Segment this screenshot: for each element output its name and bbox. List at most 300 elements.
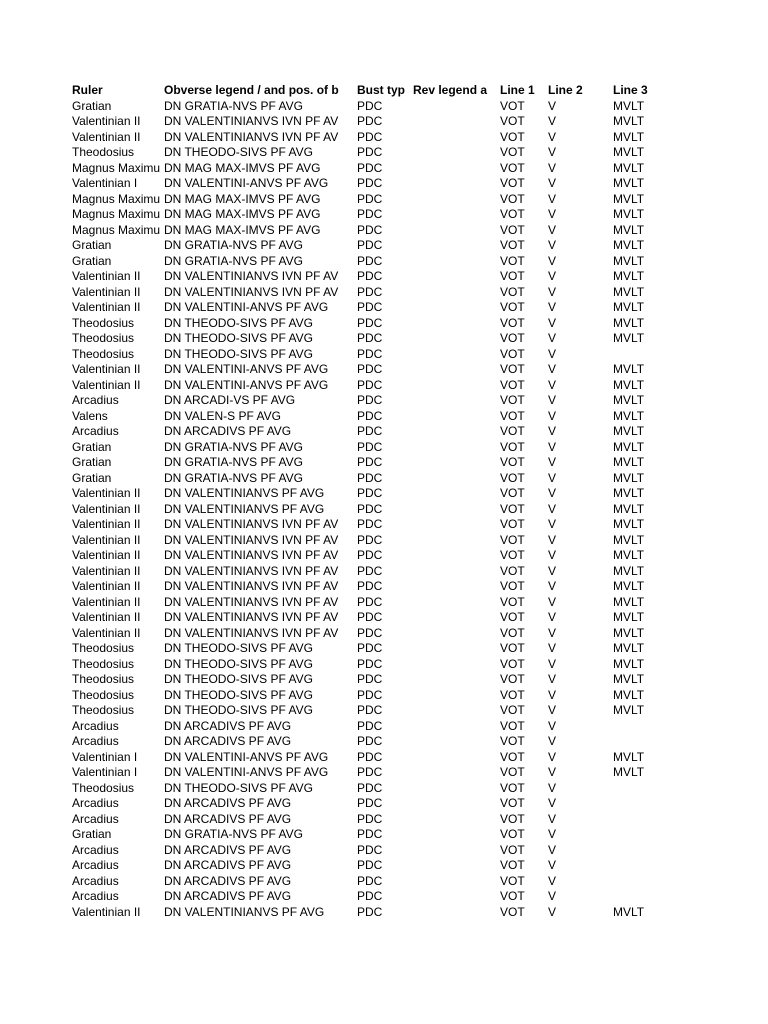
cell-line-1: VOT (500, 904, 525, 919)
cell-obverse-legend: DN THEODO-SIVS PF AVG (164, 346, 313, 361)
cell-line-2: V (548, 563, 557, 578)
cell-line-2: V (548, 408, 557, 423)
table-row (0, 207, 768, 223)
cell-obverse-legend: DN THEODO-SIVS PF AVG (164, 687, 313, 702)
table-row (0, 269, 768, 285)
table-row (0, 533, 768, 549)
cell-rev-legend (413, 796, 498, 812)
cell-rev-legend (413, 378, 498, 394)
cell-line-1: VOT (500, 331, 525, 345)
cell-line-3: MVLT (613, 145, 645, 159)
cell-bust-type: PDC (357, 207, 383, 221)
cell-line-3: MVLT (613, 362, 645, 376)
cell-ruler: Valentinian II (72, 486, 141, 500)
table-row (0, 238, 768, 254)
cell-line-1: VOT (500, 129, 525, 144)
cell-rev-legend (413, 657, 498, 673)
cell-line-1: VOT (500, 408, 525, 423)
cell-line-2: V (548, 470, 557, 485)
cell-rev-legend (413, 455, 498, 471)
cell-rev-legend (413, 781, 498, 797)
cell-obverse-legend: DN MAG MAX-IMVS PF AVG (164, 191, 321, 206)
cell-ruler: Theodosius (72, 780, 135, 795)
cell-obverse-legend: DN VALENTINI-ANVS PF AVG (164, 377, 329, 392)
cell-ruler: Valentinian II (72, 129, 141, 144)
cell-obverse-legend: DN VALENTINIANVS IVN PF AV (164, 269, 339, 283)
cell-line-2: V (548, 718, 557, 733)
cell-ruler: Valentinian II (72, 501, 141, 516)
cell-line-2: V (548, 765, 557, 779)
cell-line-3: MVLT (613, 408, 645, 423)
cell-bust-type: PDC (357, 129, 383, 144)
cell-line-2: V (548, 517, 557, 531)
cell-line-3 (613, 781, 693, 797)
cell-ruler: Valentinian I (72, 765, 138, 779)
cell-line-2: V (548, 98, 557, 113)
cell-rev-legend (413, 269, 498, 285)
cell-ruler: Valentinian II (72, 517, 141, 531)
cell-line-3: MVLT (613, 579, 645, 593)
cell-line-1: VOT (500, 718, 525, 733)
cell-ruler: Valentinian II (72, 300, 141, 314)
cell-line-2: V (548, 842, 557, 857)
cell-bust-type: PDC (357, 718, 383, 733)
cell-ruler: Arcadius (72, 811, 119, 826)
cell-line-2: V (548, 672, 557, 686)
cell-obverse-legend: DN MAG MAX-IMVS PF AVG (164, 160, 321, 175)
cell-line-1: VOT (500, 470, 525, 485)
cell-rev-legend (413, 765, 498, 781)
cell-obverse-legend: DN GRATIA-NVS PF AVG (164, 455, 303, 469)
table-row (0, 843, 768, 859)
cell-line-2: V (548, 486, 557, 500)
cell-line-3: MVLT (613, 687, 645, 702)
cell-line-3 (613, 347, 693, 363)
cell-rev-legend (413, 517, 498, 533)
cell-bust-type: PDC (357, 176, 383, 190)
cell-ruler: Valentinian II (72, 904, 141, 919)
cell-ruler: Theodosius (72, 687, 135, 702)
cell-line-2: V (548, 749, 557, 764)
cell-bust-type: PDC (357, 594, 383, 609)
cell-bust-type: PDC (357, 703, 383, 717)
table-row (0, 781, 768, 797)
table-row (0, 827, 768, 843)
cell-rev-legend (413, 750, 498, 766)
cell-rev-legend (413, 114, 498, 130)
table-row (0, 347, 768, 363)
header-line-1: Line 1 (500, 83, 535, 97)
cell-obverse-legend: DN THEODO-SIVS PF AVG (164, 780, 313, 795)
cell-line-3: MVLT (613, 222, 645, 237)
cell-bust-type: PDC (357, 672, 383, 686)
cell-line-1: VOT (500, 439, 525, 454)
cell-line-2: V (548, 687, 557, 702)
cell-rev-legend (413, 502, 498, 518)
cell-line-3 (613, 796, 693, 812)
cell-obverse-legend: DN VALENTINIANVS IVN PF AV (164, 579, 339, 593)
cell-rev-legend (413, 548, 498, 564)
cell-ruler: Theodosius (72, 656, 135, 671)
cell-line-3: MVLT (613, 300, 645, 314)
cell-line-3: MVLT (613, 207, 645, 221)
cell-bust-type: PDC (357, 284, 383, 299)
cell-line-2: V (548, 889, 557, 903)
cell-ruler: Theodosius (72, 672, 135, 686)
cell-line-2: V (548, 796, 557, 810)
cell-obverse-legend: DN THEODO-SIVS PF AVG (164, 331, 313, 345)
cell-bust-type: PDC (357, 796, 383, 810)
cell-ruler: Theodosius (72, 315, 135, 330)
table-row (0, 362, 768, 378)
cell-rev-legend (413, 99, 498, 115)
cell-line-2: V (548, 300, 557, 314)
cell-obverse-legend: DN VALENTINIANVS IVN PF AV (164, 129, 339, 144)
cell-line-1: VOT (500, 579, 525, 593)
cell-ruler: Theodosius (72, 641, 135, 655)
table-row (0, 703, 768, 719)
cell-line-3: MVLT (613, 114, 645, 128)
table-row (0, 130, 768, 146)
cell-line-1: VOT (500, 238, 525, 252)
table-row (0, 502, 768, 518)
cell-rev-legend (413, 223, 498, 239)
table-row (0, 719, 768, 735)
cell-ruler: Arcadius (72, 424, 119, 438)
cell-line-3: MVLT (613, 129, 645, 144)
cell-line-2: V (548, 284, 557, 299)
cell-line-3: MVLT (613, 765, 645, 779)
cell-rev-legend (413, 316, 498, 332)
cell-obverse-legend: DN VALENTINIANVS PF AVG (164, 904, 325, 919)
cell-rev-legend (413, 688, 498, 704)
cell-line-3: MVLT (613, 98, 645, 113)
cell-bust-type: PDC (357, 858, 383, 872)
cell-line-1: VOT (500, 594, 525, 609)
cell-rev-legend (413, 207, 498, 223)
cell-rev-legend (413, 486, 498, 502)
cell-line-2: V (548, 610, 557, 624)
cell-obverse-legend: DN ARCADI-VS PF AVG (164, 393, 296, 407)
cell-line-3: MVLT (613, 191, 645, 206)
cell-ruler: Valentinian II (72, 625, 141, 640)
cell-line-2: V (548, 594, 557, 609)
cell-line-2: V (548, 253, 557, 268)
cell-bust-type: PDC (357, 656, 383, 671)
table-row (0, 161, 768, 177)
cell-obverse-legend: DN ARCADIVS PF AVG (164, 424, 292, 438)
cell-rev-legend (413, 533, 498, 549)
cell-rev-legend (413, 254, 498, 270)
table-row (0, 812, 768, 828)
cell-line-2: V (548, 222, 557, 237)
cell-rev-legend (413, 827, 498, 843)
cell-line-3: MVLT (613, 517, 645, 531)
cell-obverse-legend: DN THEODO-SIVS PF AVG (164, 672, 313, 686)
cell-ruler: Valentinian II (72, 114, 141, 128)
cell-ruler: Valentinian I (72, 749, 138, 764)
cell-ruler: Arcadius (72, 796, 119, 810)
cell-line-1: VOT (500, 672, 525, 686)
cell-line-1: VOT (500, 160, 525, 175)
cell-bust-type: PDC (357, 408, 383, 423)
cell-bust-type: PDC (357, 765, 383, 779)
cell-line-1: VOT (500, 842, 525, 857)
cell-line-1: VOT (500, 253, 525, 268)
cell-obverse-legend: DN THEODO-SIVS PF AVG (164, 703, 313, 717)
table-row (0, 564, 768, 580)
table-row (0, 672, 768, 688)
cell-line-2: V (548, 269, 557, 283)
cell-ruler: Valentinian II (72, 563, 141, 578)
cell-bust-type: PDC (357, 331, 383, 345)
cell-rev-legend (413, 285, 498, 301)
cell-line-1: VOT (500, 734, 525, 748)
cell-line-1: VOT (500, 641, 525, 655)
cell-line-1: VOT (500, 315, 525, 330)
cell-obverse-legend: DN VALENTINIANVS IVN PF AV (164, 594, 339, 609)
cell-bust-type: PDC (357, 191, 383, 206)
cell-line-3 (613, 874, 693, 890)
cell-rev-legend (413, 874, 498, 890)
cell-line-2: V (548, 238, 557, 252)
cell-obverse-legend: DN MAG MAX-IMVS PF AVG (164, 222, 321, 237)
table-row (0, 579, 768, 595)
cell-bust-type: PDC (357, 98, 383, 113)
cell-obverse-legend: DN VALENTINIANVS IVN PF AV (164, 532, 339, 547)
cell-line-3: MVLT (613, 253, 645, 268)
cell-rev-legend (413, 641, 498, 657)
cell-bust-type: PDC (357, 362, 383, 376)
cell-line-1: VOT (500, 656, 525, 671)
cell-ruler: Valentinian II (72, 269, 141, 283)
cell-line-1: VOT (500, 625, 525, 640)
cell-line-2: V (548, 129, 557, 144)
cell-ruler: Theodosius (72, 331, 135, 345)
table-row (0, 285, 768, 301)
table-row (0, 409, 768, 425)
table-row (0, 331, 768, 347)
cell-rev-legend (413, 424, 498, 440)
cell-ruler: Magnus Maximu (72, 160, 161, 175)
cell-ruler: Arcadius (72, 873, 119, 888)
header-obverse-legend: Obverse legend / and pos. of b (164, 83, 339, 97)
cell-line-2: V (548, 114, 557, 128)
cell-line-1: VOT (500, 455, 525, 469)
cell-line-3: MVLT (613, 625, 645, 640)
cell-rev-legend (413, 610, 498, 626)
table-row (0, 874, 768, 890)
cell-obverse-legend: DN ARCADIVS PF AVG (164, 858, 292, 872)
table-row (0, 99, 768, 115)
cell-line-3: MVLT (613, 532, 645, 547)
table-row (0, 517, 768, 533)
cell-line-2: V (548, 641, 557, 655)
cell-line-3: MVLT (613, 656, 645, 671)
cell-line-2: V (548, 656, 557, 671)
cell-ruler: Valentinian II (72, 284, 141, 299)
cell-ruler: Arcadius (72, 718, 119, 733)
cell-line-1: VOT (500, 269, 525, 283)
cell-bust-type: PDC (357, 563, 383, 578)
cell-line-1: VOT (500, 501, 525, 516)
cell-line-1: VOT (500, 889, 525, 903)
cell-line-3: MVLT (613, 238, 645, 252)
cell-line-3: MVLT (613, 749, 645, 764)
table-row (0, 548, 768, 564)
cell-obverse-legend: DN THEODO-SIVS PF AVG (164, 641, 313, 655)
cell-line-3: MVLT (613, 393, 645, 407)
cell-obverse-legend: DN VALENTINI-ANVS PF AVG (164, 362, 329, 376)
cell-line-1: VOT (500, 145, 525, 159)
table-row (0, 471, 768, 487)
cell-line-2: V (548, 160, 557, 175)
cell-obverse-legend: DN GRATIA-NVS PF AVG (164, 238, 303, 252)
cell-obverse-legend: DN GRATIA-NVS PF AVG (164, 439, 303, 454)
cell-ruler: Gratian (72, 455, 112, 469)
cell-bust-type: PDC (357, 501, 383, 516)
cell-line-3: MVLT (613, 331, 645, 345)
cell-line-3: MVLT (613, 424, 645, 438)
cell-line-3: MVLT (613, 439, 645, 454)
cell-obverse-legend: DN ARCADIVS PF AVG (164, 889, 292, 903)
cell-line-1: VOT (500, 780, 525, 795)
cell-line-1: VOT (500, 346, 525, 361)
cell-line-3 (613, 734, 693, 750)
cell-line-3: MVLT (613, 641, 645, 655)
cell-ruler: Magnus Maximu (72, 222, 161, 237)
cell-ruler: Gratian (72, 98, 112, 113)
cell-rev-legend (413, 362, 498, 378)
cell-ruler: Valentinian II (72, 362, 141, 376)
cell-line-1: VOT (500, 377, 525, 392)
cell-line-3: MVLT (613, 703, 645, 717)
cell-ruler: Arcadius (72, 842, 119, 857)
table-row (0, 455, 768, 471)
table-row (0, 657, 768, 673)
cell-ruler: Magnus Maximu (72, 207, 161, 221)
cell-line-1: VOT (500, 687, 525, 702)
cell-bust-type: PDC (357, 827, 383, 841)
cell-line-3: MVLT (613, 594, 645, 609)
cell-bust-type: PDC (357, 842, 383, 857)
cell-line-2: V (548, 873, 557, 888)
cell-line-2: V (548, 625, 557, 640)
cell-bust-type: PDC (357, 238, 383, 252)
cell-bust-type: PDC (357, 873, 383, 888)
cell-obverse-legend: DN VALENTINIANVS IVN PF AV (164, 548, 339, 562)
cell-line-1: VOT (500, 873, 525, 888)
cell-line-1: VOT (500, 362, 525, 376)
cell-bust-type: PDC (357, 253, 383, 268)
cell-bust-type: PDC (357, 904, 383, 919)
cell-bust-type: PDC (357, 548, 383, 562)
cell-line-3: MVLT (613, 315, 645, 330)
table-row (0, 393, 768, 409)
cell-obverse-legend: DN VALEN-S PF AVG (164, 408, 281, 423)
cell-rev-legend (413, 130, 498, 146)
cell-obverse-legend: DN MAG MAX-IMVS PF AVG (164, 207, 321, 221)
cell-ruler: Arcadius (72, 734, 119, 748)
cell-bust-type: PDC (357, 470, 383, 485)
cell-ruler: Valentinian II (72, 579, 141, 593)
cell-line-1: VOT (500, 222, 525, 237)
cell-line-1: VOT (500, 114, 525, 128)
cell-line-1: VOT (500, 98, 525, 113)
cell-line-1: VOT (500, 284, 525, 299)
cell-rev-legend (413, 626, 498, 642)
cell-bust-type: PDC (357, 687, 383, 702)
cell-line-2: V (548, 780, 557, 795)
cell-line-2: V (548, 811, 557, 826)
cell-line-2: V (548, 362, 557, 376)
cell-bust-type: PDC (357, 579, 383, 593)
cell-line-3: MVLT (613, 160, 645, 175)
cell-rev-legend (413, 719, 498, 735)
cell-line-1: VOT (500, 563, 525, 578)
cell-line-2: V (548, 377, 557, 392)
cell-rev-legend (413, 703, 498, 719)
header-row (0, 83, 768, 99)
cell-line-3: MVLT (613, 284, 645, 299)
cell-bust-type: PDC (357, 222, 383, 237)
cell-ruler: Valentinian II (72, 610, 141, 624)
cell-ruler: Valentinian II (72, 532, 141, 547)
cell-line-1: VOT (500, 796, 525, 810)
cell-rev-legend (413, 858, 498, 874)
cell-line-3: MVLT (613, 470, 645, 485)
cell-bust-type: PDC (357, 641, 383, 655)
cell-line-1: VOT (500, 300, 525, 314)
table-row (0, 145, 768, 161)
cell-line-1: VOT (500, 517, 525, 531)
header-line-3: Line 3 (613, 83, 648, 97)
table-row (0, 750, 768, 766)
cell-line-2: V (548, 904, 557, 919)
cell-ruler: Valentinian II (72, 377, 141, 392)
cell-rev-legend (413, 672, 498, 688)
cell-rev-legend (413, 564, 498, 580)
cell-ruler: Valens (72, 408, 108, 423)
table-row (0, 440, 768, 456)
cell-rev-legend (413, 176, 498, 192)
table-row (0, 254, 768, 270)
cell-line-2: V (548, 315, 557, 330)
table-row (0, 889, 768, 905)
table-row (0, 300, 768, 316)
cell-line-2: V (548, 439, 557, 454)
cell-line-1: VOT (500, 548, 525, 562)
cell-line-2: V (548, 501, 557, 516)
cell-bust-type: PDC (357, 114, 383, 128)
cell-ruler: Gratian (72, 470, 112, 485)
cell-obverse-legend: DN ARCADIVS PF AVG (164, 811, 292, 826)
cell-line-3: MVLT (613, 501, 645, 516)
cell-bust-type: PDC (357, 455, 383, 469)
cell-obverse-legend: DN GRATIA-NVS PF AVG (164, 253, 303, 268)
cell-obverse-legend: DN VALENTINI-ANVS PF AVG (164, 300, 329, 314)
cell-bust-type: PDC (357, 780, 383, 795)
cell-bust-type: PDC (357, 160, 383, 175)
cell-line-2: V (548, 734, 557, 748)
cell-line-1: VOT (500, 610, 525, 624)
cell-line-2: V (548, 548, 557, 562)
cell-ruler: Arcadius (72, 889, 119, 903)
cell-obverse-legend: DN VALENTINIANVS IVN PF AV (164, 563, 339, 578)
cell-obverse-legend: DN THEODO-SIVS PF AVG (164, 315, 313, 330)
cell-obverse-legend: DN GRATIA-NVS PF AVG (164, 827, 303, 841)
table-row (0, 626, 768, 642)
